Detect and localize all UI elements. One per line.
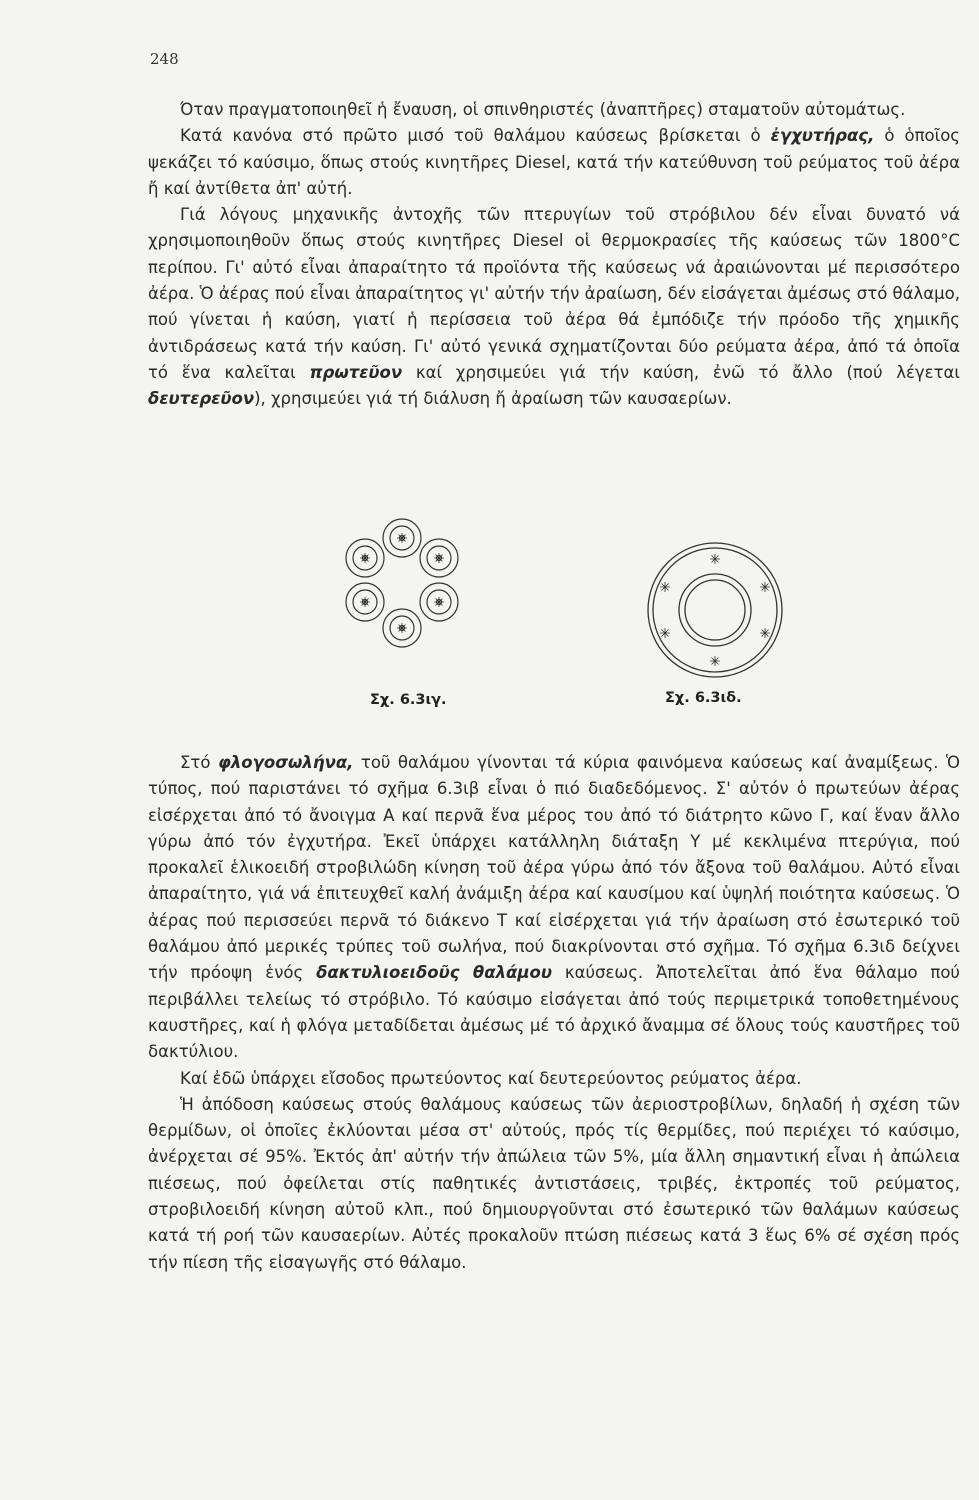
page-number: 248: [150, 50, 179, 68]
inner-ring: [685, 580, 745, 640]
term-deutereuon: δευτερεῦον: [148, 389, 255, 409]
text-block-lower: [148, 750, 960, 1276]
paragraph: Στό φλογοσωλήνα, τοῦ θαλάμου γίνονται τά κύρια φαινόμενα καύσεως καί ἀναμίξεως. Ὁ τύπος, πού παριστάνει τό σχῆμα 6.3ιβ εἶναι ὁ πιό διαδεδόμενος. Σ' αὐτόν ὁ πρωτεύων ἀέρας εἰσέρχεται ἀπό τό ἄνοιγμα Α καί περνᾶ ἕνα μέρος του ἀπό τό διάτρητο κῶνο Γ, καί ἕναν ἄλλο γύρω ἀπό τόν ἐγχυτήρα. Ἐκεῖ ὑπάρχει κατάλληλη διάταξη Υ μέ κεκλιμένα πτερύγια, πού προκαλεῖ ἑλικοειδή στροβιλώδη κίνηση τοῦ ἀέρα γύρω ἀπό τόν ἄξονα τοῦ θαλάμου. Αὐτό εἶναι ἀπαραίτητο, γιά νά ἐπιτευχθεῖ καλή ἀνάμιξη ἀέρα καί καυσίμου καί ὑψηλή ποιότητα καύσεως. Ὁ ἀέρας πού περισσεύει περνᾶ τό διάκενο Τ καί εἰσέρχεται γιά τήν ἀραίωση στό ἐσωτερικό τοῦ θαλάμου ἀπό μερικές τρύπες τοῦ σωλήνα, πού διακρίνονται στό σχῆμα. Τό σχῆμα 6.3ιδ δείχνει τήν πρόοψη ἑνός δακτυλιοειδοῦς θαλάμου καύσεως. Ἀποτελεῖται ἀπό ἕνα θάλαμο πού περιβάλλει τελείως τό στρόβιλο. Τό καύσιμο εἰσάγεται ἀπό τούς περιμετρικά τοποθετημένους καυστῆρες, καί ἡ φλόγα μεταδίδεται ἀμέσως μέ τό ἀρχικό ἄναμμα σέ ὅλους τούς καυστῆρες τοῦ δακτύλιου.: [148, 753, 961, 1062]
paragraph: Όταν πραγματοποιηθεῖ ἡ ἔναυση, οἱ σπινθηριστές (ἀναπτῆρες) σταματοῦν αὐτομάτως.: [180, 100, 906, 119]
term-daktylioeidous-thalamou: δακτυλιοειδοῦς θαλάμου: [316, 963, 552, 983]
paragraph: Κατά κανόνα στό πρῶτο μισό τοῦ θαλάμου καύσεως βρίσκεται ὁ ἐγχυτήρας, ὁ ὁποῖος ψεκάζει τό καύσιμο, ὅπως στούς κινητῆρες Diesel, κατά τήν κατεύθυνση τοῦ ρεύματος τοῦ ἀέρα ἤ καί ἀντίθετα ἀπ' αὐτή.: [148, 126, 960, 198]
paragraph: Γιά λόγους μηχανικῆς ἀντοχῆς τῶν πτερυγίων τοῦ στρόβιλου δέν εἶναι δυνατό νά χρησιμοποιηθοῦν ὅπως στούς κινητῆρες Diesel οἱ θερμοκρασίες τῆς καύσεως τῶν 1800°C περίπου. Γι' αὐτό εἶναι ἀπαραίτητο τά προϊόντα τῆς καύσεως νά ἀραιώνονται μέ περισσότερο ἀέρα. Ὁ ἀέρας πού εἶναι ἀπαραίτητος γι' αὐτήν τήν ἀραίωση, δέν εἰσάγεται ἀμέσως στό θάλαμο, πού γίνεται ἡ καύση, γιατί ἡ περίσσεια τοῦ ἀέρα θά ἐμπόδιζε τήν πρόοδο τῆς χημικῆς ἀντιδράσεως κατά τήν καύση. Γι' αὐτό γενικά σχηματίζονται δύο ρεύματα ἀέρα, ἀπό τά ὁποῖα τό ἕνα καλεῖται πρωτεῦον καί χρησιμεύει γιά τήν καύση, ἐνῶ τό ἄλλο (πού λέγεται δευτερεῦον), χρησιμεύει γιά τή διάλυση ἤ ἀραίωση τῶν καυσαερίων.: [148, 205, 960, 409]
figure-can-combustors: [335, 510, 470, 660]
burner-nozzles: [660, 554, 770, 666]
text-block-upper: [148, 97, 960, 413]
figure-annular-chamber: [645, 540, 785, 680]
paragraph: Καί ἐδῶ ὑπάρχει εἴσοδος πρωτεύοντος καί δευτερεύοντος ρεύματος ἀέρα.: [180, 1068, 802, 1088]
term-flogosolhna: φλογοσωλήνα,: [217, 753, 354, 772]
term-egxythras: ἐγχυτήρας,: [770, 126, 875, 146]
term-proteuon: πρωτεῦον: [309, 362, 403, 382]
paragraph: Ἡ ἀπόδοση καύσεως στούς θαλάμους καύσεως τῶν ἀεριοστροβίλων, δηλαδή ἡ σχέση τῶν θερμίδων, οἱ ὁποῖες ἐκλύονται μέσα στ' αὐτούς, πρός τίς θερμίδες, πού περιέχει τό καύσιμο, ἀνέρχεται σέ 95%. Ἐκτός ἀπ' αὐτήν τήν ἀπώλεια τῶν 5%, μία ἄλλη σημαντική εἶναι ἡ ἀπώλεια πιέσεως, πού ὀφείλεται στίς παθητικές ἀντιστάσεις, τριβές, ἐκτροπές τοῦ ρεύματος, στροβιλοειδή κίνηση αὐτοῦ κλπ., πού δημιουργοῦνται στό ἐσωτερικό τῶν θαλάμων καύσεως κατά τή ροή τῶν καυσαερίων. Αὐτές προκαλοῦν πτώση πιέσεως κατά 3 ἕως 6% σέ σχέση πρός τήν πίεση τῆς εἰσαγωγῆς στό θάλαμο.: [148, 1094, 960, 1272]
figure-caption-left: Σχ. 6.3ιγ.: [370, 692, 447, 708]
figure-caption-right: Σχ. 6.3ιδ.: [665, 690, 742, 706]
